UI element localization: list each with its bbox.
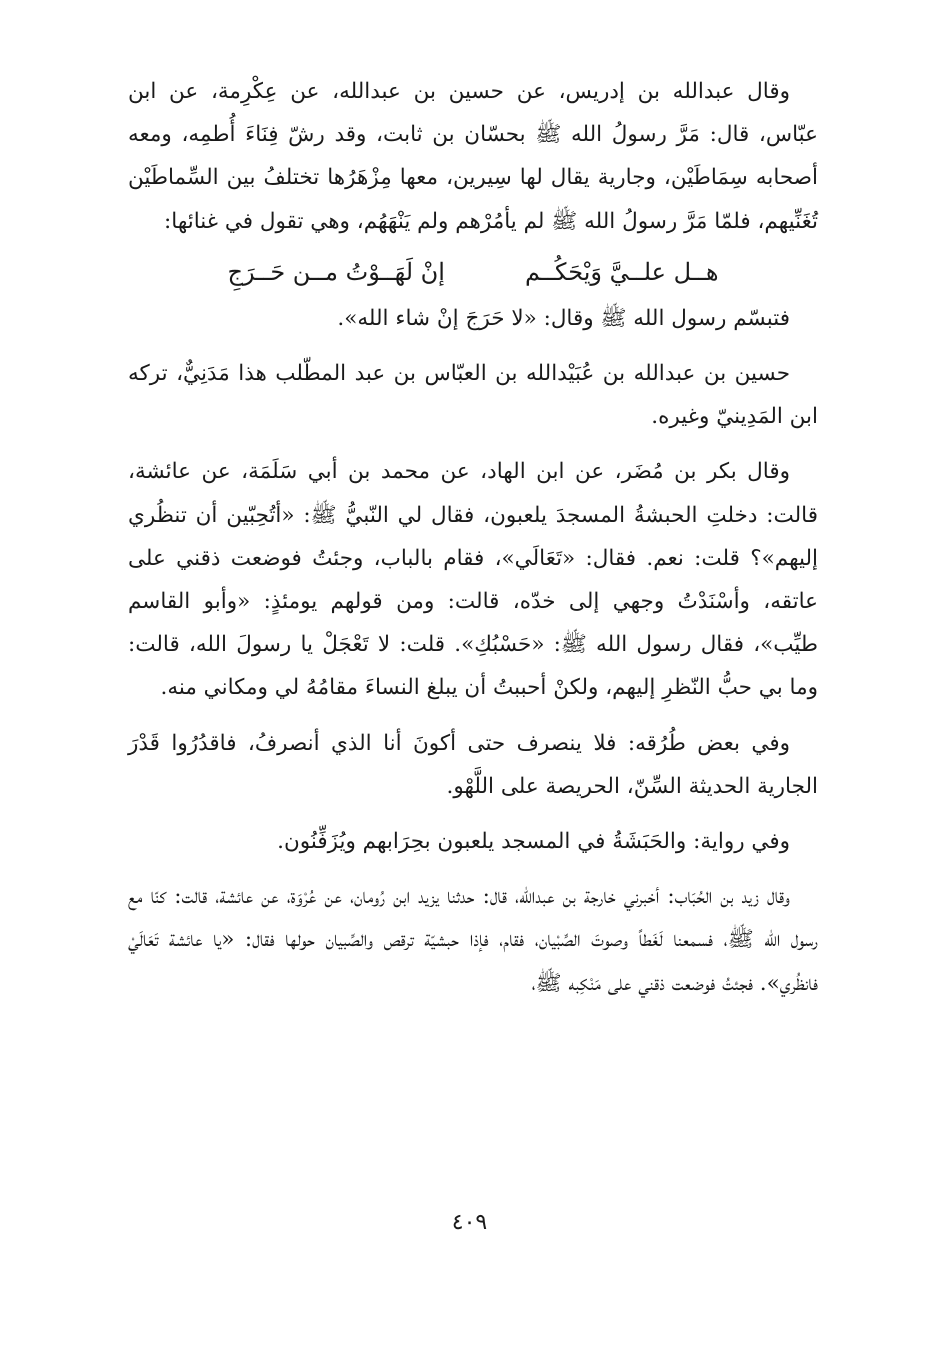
page-number: ٤٠٩ [451, 1210, 488, 1235]
paragraph-some-routes: وفي بعض طُرُقه: فلا ينصرف حتى أكونَ أنا الذي أنصرفُ، فاقدُرُوا قَدْرَ الجارية الحديثة السِّنّ، الحريصة على اللَّهْو. [128, 730, 818, 799]
paragraph-prophet-smiled: فتبسّم رسول الله ﷺ وقال: «لا حَرَجَ إنْ شاء الله». [337, 305, 790, 331]
paragraph-abdallah-ibn-idris: وقال عبدالله بن إدريس، عن حسين بن عبدالله، عن عِكْرِمة، عن ابن عبّاس، قال: مَرَّ رسولُ الله ﷺ بحسّان بن ثابت، وقد رشّ فِنَاءَ أُطمِه، ومعه أصحابه سِمَاطَيْن، وجارية يقال لها سِيرين، معها مِزْهَرُها تختلفُ بين السِّماطَيْن تُغَنِّيهم، فلمّا مَرَّ رسولُ الله ﷺ لم يأمُرْهم ولم يَنْهَهُم، وهي تقول في غنائها: [128, 79, 818, 234]
poem-hemistich-second: إنْ لَهَــوْتُ مــن حَــرَجِ [227, 257, 445, 286]
paragraph-another-narration: وفي رواية: والحَبَشَةُ في المسجد يلعبون بحِرَابهم ويُزَفِّنُون. [277, 829, 790, 855]
paragraph-husayn-note: حسين بن عبدالله بن عُبَيْدالله بن العبّاس بن عبد المطّلب هذا مَدَنِيٌّ، تركه ابن المَدِينيّ وغيره. [128, 361, 818, 430]
paragraph-bakr-ibn-mudar: وقال بكر بن مُضَر، عن ابن الهاد، عن محمد بن أبي سَلَمَة، عن عائشة، قالت: دخلتِ الحبشةُ المسجدَ يلعبون، فقال لي النّبيُّ ﷺ: «أتُحِبّين أن تنظُري إليهم»؟ قلت: نعم. فقال: «تَعَالَي»، فقام بالباب، وجئتُ فوضعت ذقني على عاتقه، وأسْنَدْتُ وجهي إلى خدّه، قالت: ومن قولهم يومئذٍ: «وأبو القاسم طيِّب»، فقال رسول الله ﷺ: «حَسْبُكِ». قلت: لا تَعْجَلْ يا رسولَ الله، قالت: وما بي حبُّ النّظرِ إليهم، ولكنْ أحببتُ أن يبلغ النساءَ مقامُهُ لي ومكاني منه. [128, 459, 818, 701]
paragraph-zayd-ibn-hubab: وقال زيد بن الحُبَاب: أخبرني خارجة بن عبدالله، قال: حدثنا يزيد ابن رُومان، عن عُرْوَة، عن عائشة، قالت: كنّا مع رسول الله ﷺ، فسمعنا لَغَطاً وصوتَ الصِّبْيان، فقام، فإذا حبشيّة ترقص والصِّبيان حولها فقال: «يا عائشة تَعَالَيْ فانظُري». فجئتُ فوضعت ذقني على مَنْكِبه ﷺ، [128, 884, 818, 996]
poem-verse [128, 249, 818, 295]
main-text [128, 70, 818, 1005]
poem-hemistich-first: هــل علــيَّ وَيْحَكُــم [524, 257, 719, 286]
